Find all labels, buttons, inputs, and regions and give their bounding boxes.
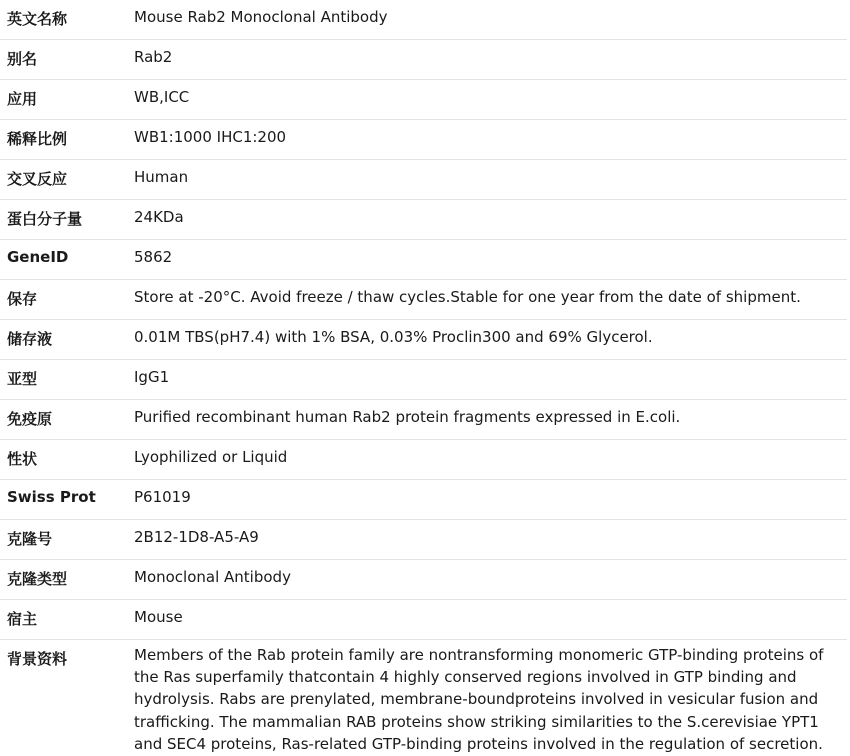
row-label: 稀释比例 (0, 120, 134, 160)
row-label: 保存 (0, 280, 134, 320)
row-label: 交叉反应 (0, 160, 134, 200)
row-value: Store at -20°C. Avoid freeze / thaw cycles.Stable for one year from the date of shipment. (134, 280, 847, 320)
row-value: WB1:1000 IHC1:200 (134, 120, 847, 160)
row-value: Monoclonal Antibody (134, 560, 847, 600)
row-label: 宿主 (0, 600, 134, 640)
table-row (0, 520, 847, 560)
row-label: 克隆号 (0, 520, 134, 560)
table-row (0, 400, 847, 440)
row-label: 亚型 (0, 360, 134, 400)
row-value: Lyophilized or Liquid (134, 440, 847, 480)
row-value: 5862 (134, 240, 847, 280)
row-value: Human (134, 160, 847, 200)
row-label: 免疫原 (0, 400, 134, 440)
background-text: Members of the Rab protein family are nontransforming monomeric GTP-binding proteins of the Ras superfamily thatcontain 4 highly conserved regions involved in GTP binding and hydrolysis. Rabs are prenylated, membrane-boundproteins involved in vesicular fusion and trafficking. The mammalian RAB proteins show striking similarities to the S.cerevisiae YPT1 and SEC4 proteins, Ras-related GTP-binding proteins involved in the regulation of secretion. (134, 640, 847, 756)
row-label: 储存液 (0, 320, 134, 360)
table-row (0, 640, 847, 756)
row-label: 应用 (0, 80, 134, 120)
row-value: Rab2 (134, 40, 847, 80)
table-row (0, 120, 847, 160)
table-row (0, 40, 847, 80)
row-value: Purified recombinant human Rab2 protein fragments expressed in E.coli. (134, 400, 847, 440)
table-row (0, 0, 847, 40)
table-row (0, 440, 847, 480)
table-row (0, 560, 847, 600)
row-label: 别名 (0, 40, 134, 80)
table-row (0, 320, 847, 360)
row-value: Mouse Rab2 Monoclonal Antibody (134, 0, 847, 40)
row-label: GeneID (0, 240, 134, 280)
row-value: IgG1 (134, 360, 847, 400)
table-row (0, 80, 847, 120)
table-row (0, 360, 847, 400)
row-label: 克隆类型 (0, 560, 134, 600)
row-value: 0.01M TBS(pH7.4) with 1% BSA, 0.03% Proclin300 and 69% Glycerol. (134, 320, 847, 360)
row-label: 蛋白分子量 (0, 200, 134, 240)
table-row (0, 480, 847, 520)
row-value: 2B12-1D8-A5-A9 (134, 520, 847, 560)
table-row (0, 240, 847, 280)
row-value: Mouse (134, 600, 847, 640)
row-value: WB,ICC (134, 80, 847, 120)
table-row (0, 600, 847, 640)
row-label: Swiss Prot (0, 480, 134, 520)
row-value: 24KDa (134, 200, 847, 240)
table-row (0, 160, 847, 200)
row-label: 性状 (0, 440, 134, 480)
row-label: 背景资料 (0, 640, 134, 756)
table-row (0, 200, 847, 240)
row-label: 英文名称 (0, 0, 134, 40)
table-row (0, 280, 847, 320)
row-value: P61019 (134, 480, 847, 520)
